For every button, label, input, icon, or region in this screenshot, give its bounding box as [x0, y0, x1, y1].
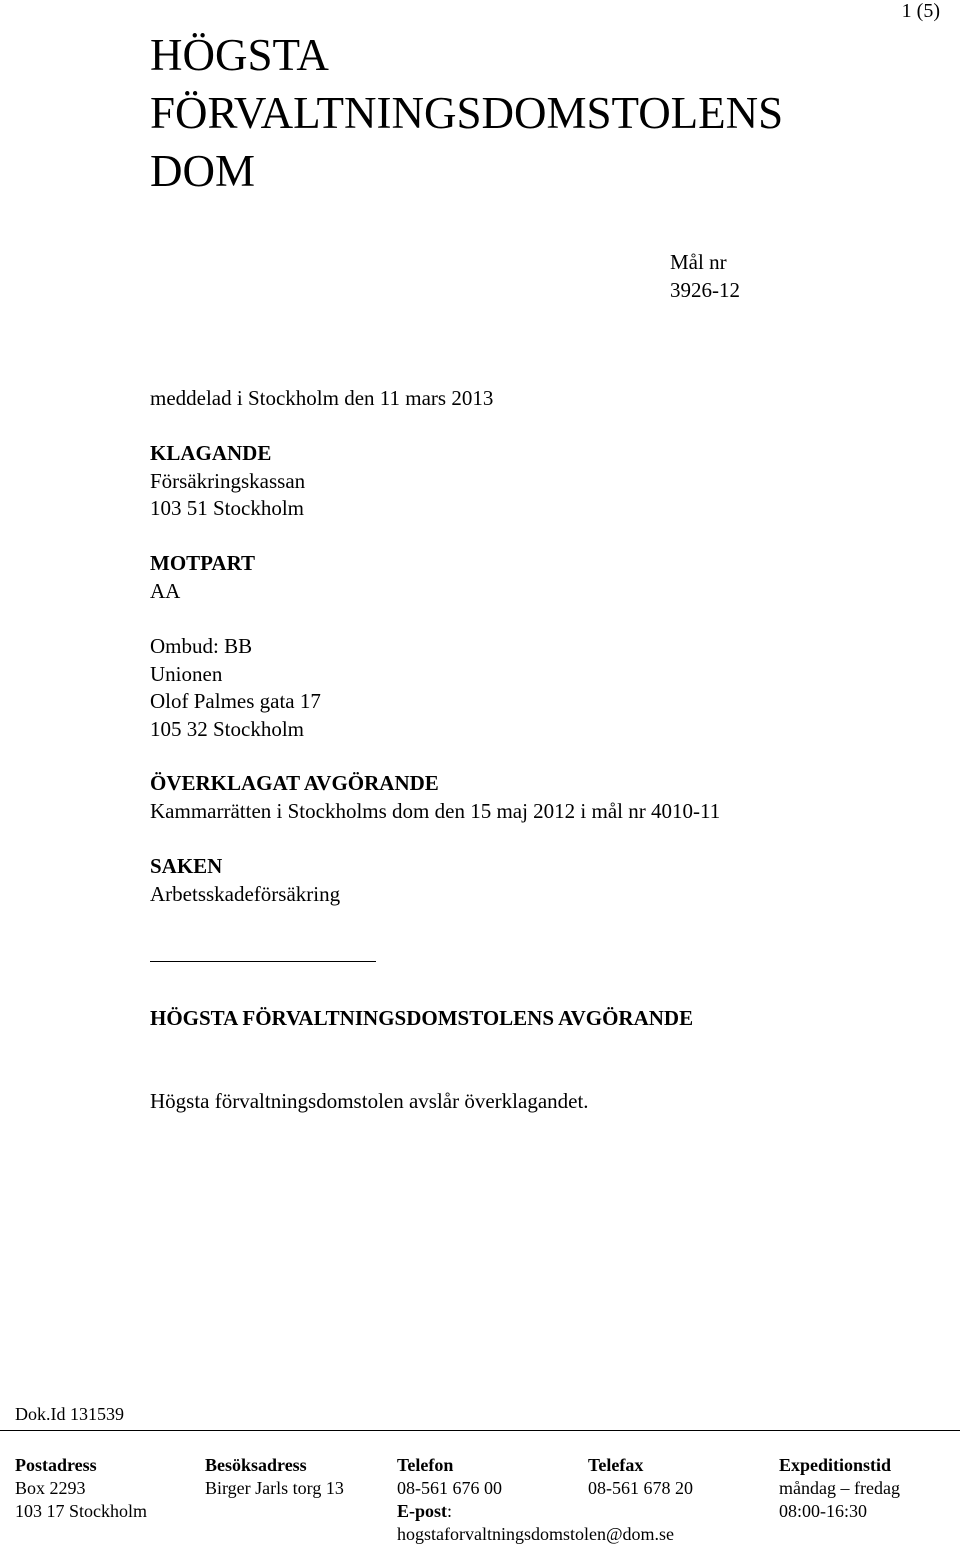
footer-hours-days — [779, 1477, 912, 1500]
appealed-decision-section — [150, 770, 720, 825]
appealed-decision-heading: ÖVERKLAGAT AVGÖRANDE — [150, 771, 439, 795]
footer-postal — [15, 1454, 147, 1523]
ruling-text: Högsta förvaltningsdomstolen avslår överklagandet. — [150, 1089, 589, 1113]
appellant-heading: KLAGANDE — [150, 441, 272, 465]
footer-hours-heading: Expeditionstid — [779, 1455, 892, 1475]
footer-phone-heading: Telefon — [397, 1455, 454, 1475]
section-divider — [150, 961, 376, 962]
matter-section — [150, 853, 340, 908]
footer-visiting-heading: Besöksadress — [205, 1455, 307, 1475]
footer-visiting-line-1: Birger Jarls torg 13 — [205, 1478, 344, 1498]
document-title — [150, 26, 783, 200]
representative-name: Ombud: BB — [150, 634, 253, 658]
footer-fax-number: 08-561 678 20 — [588, 1478, 693, 1498]
footer-email-link[interactable]: hogstaforvaltningsdomstolen@dom.se — [397, 1524, 675, 1544]
footer-postal-line-2: 103 17 Stockholm — [15, 1501, 148, 1521]
matter-heading: SAKEN — [150, 854, 223, 878]
representative-section — [150, 633, 321, 743]
footer-hours — [779, 1454, 912, 1523]
footer-fax-heading: Telefax — [588, 1455, 644, 1475]
case-number-block — [670, 248, 740, 304]
footer-hours-day-from: måndag — [779, 1478, 836, 1498]
footer-postal-heading: Postadress — [15, 1455, 97, 1475]
footer-email-label: E-post — [397, 1501, 448, 1521]
representative-organisation: Unionen — [150, 661, 223, 686]
footer-hours-dash: – — [840, 1478, 850, 1498]
title-line-1: HÖGSTA — [150, 30, 329, 80]
footer-postal-line-1: Box 2293 — [15, 1478, 86, 1498]
case-number-label: Mål nr — [670, 250, 727, 274]
footer-fax — [588, 1454, 693, 1500]
appellant-section — [150, 440, 305, 523]
footer-email-label-line — [397, 1500, 674, 1523]
case-number: 3926-12 — [670, 278, 740, 302]
page-number: 1 (5) — [901, 0, 940, 22]
representative-city: 105 32 Stockholm — [150, 716, 305, 741]
footer-email-colon: : — [447, 1501, 453, 1521]
appellant-name: Försäkringskassan — [150, 468, 306, 493]
footer-visiting — [205, 1454, 344, 1500]
footer-divider — [0, 1430, 960, 1431]
respondent-name: AA — [150, 578, 181, 603]
title-line-2: FÖRVALTNINGSDOMSTOLENS — [150, 88, 784, 138]
matter-text: Arbetsskadeförsäkring — [150, 881, 341, 906]
document-id: Dok.Id 131539 — [15, 1404, 124, 1424]
representative-street: Olof Palmes gata 17 — [150, 689, 321, 713]
footer-hours-time: 08:00-16:30 — [779, 1501, 867, 1521]
footer-phone-number: 08-561 676 00 — [397, 1478, 502, 1498]
appellant-address: 103 51 Stockholm — [150, 496, 305, 520]
announced-line: meddelad i Stockholm den 11 mars 2013 — [150, 386, 494, 410]
title-line-3: DOM — [150, 146, 256, 196]
respondent-heading: MOTPART — [150, 551, 256, 575]
respondent-section — [150, 550, 255, 605]
ruling-heading: HÖGSTA FÖRVALTNINGSDOMSTOLENS AVGÖRANDE — [150, 1006, 694, 1030]
footer-hours-day-to: fredag — [853, 1478, 900, 1498]
appealed-decision-text: Kammarrätten i Stockholms dom den 15 maj 2012 i mål nr 4010-11 — [150, 798, 721, 823]
